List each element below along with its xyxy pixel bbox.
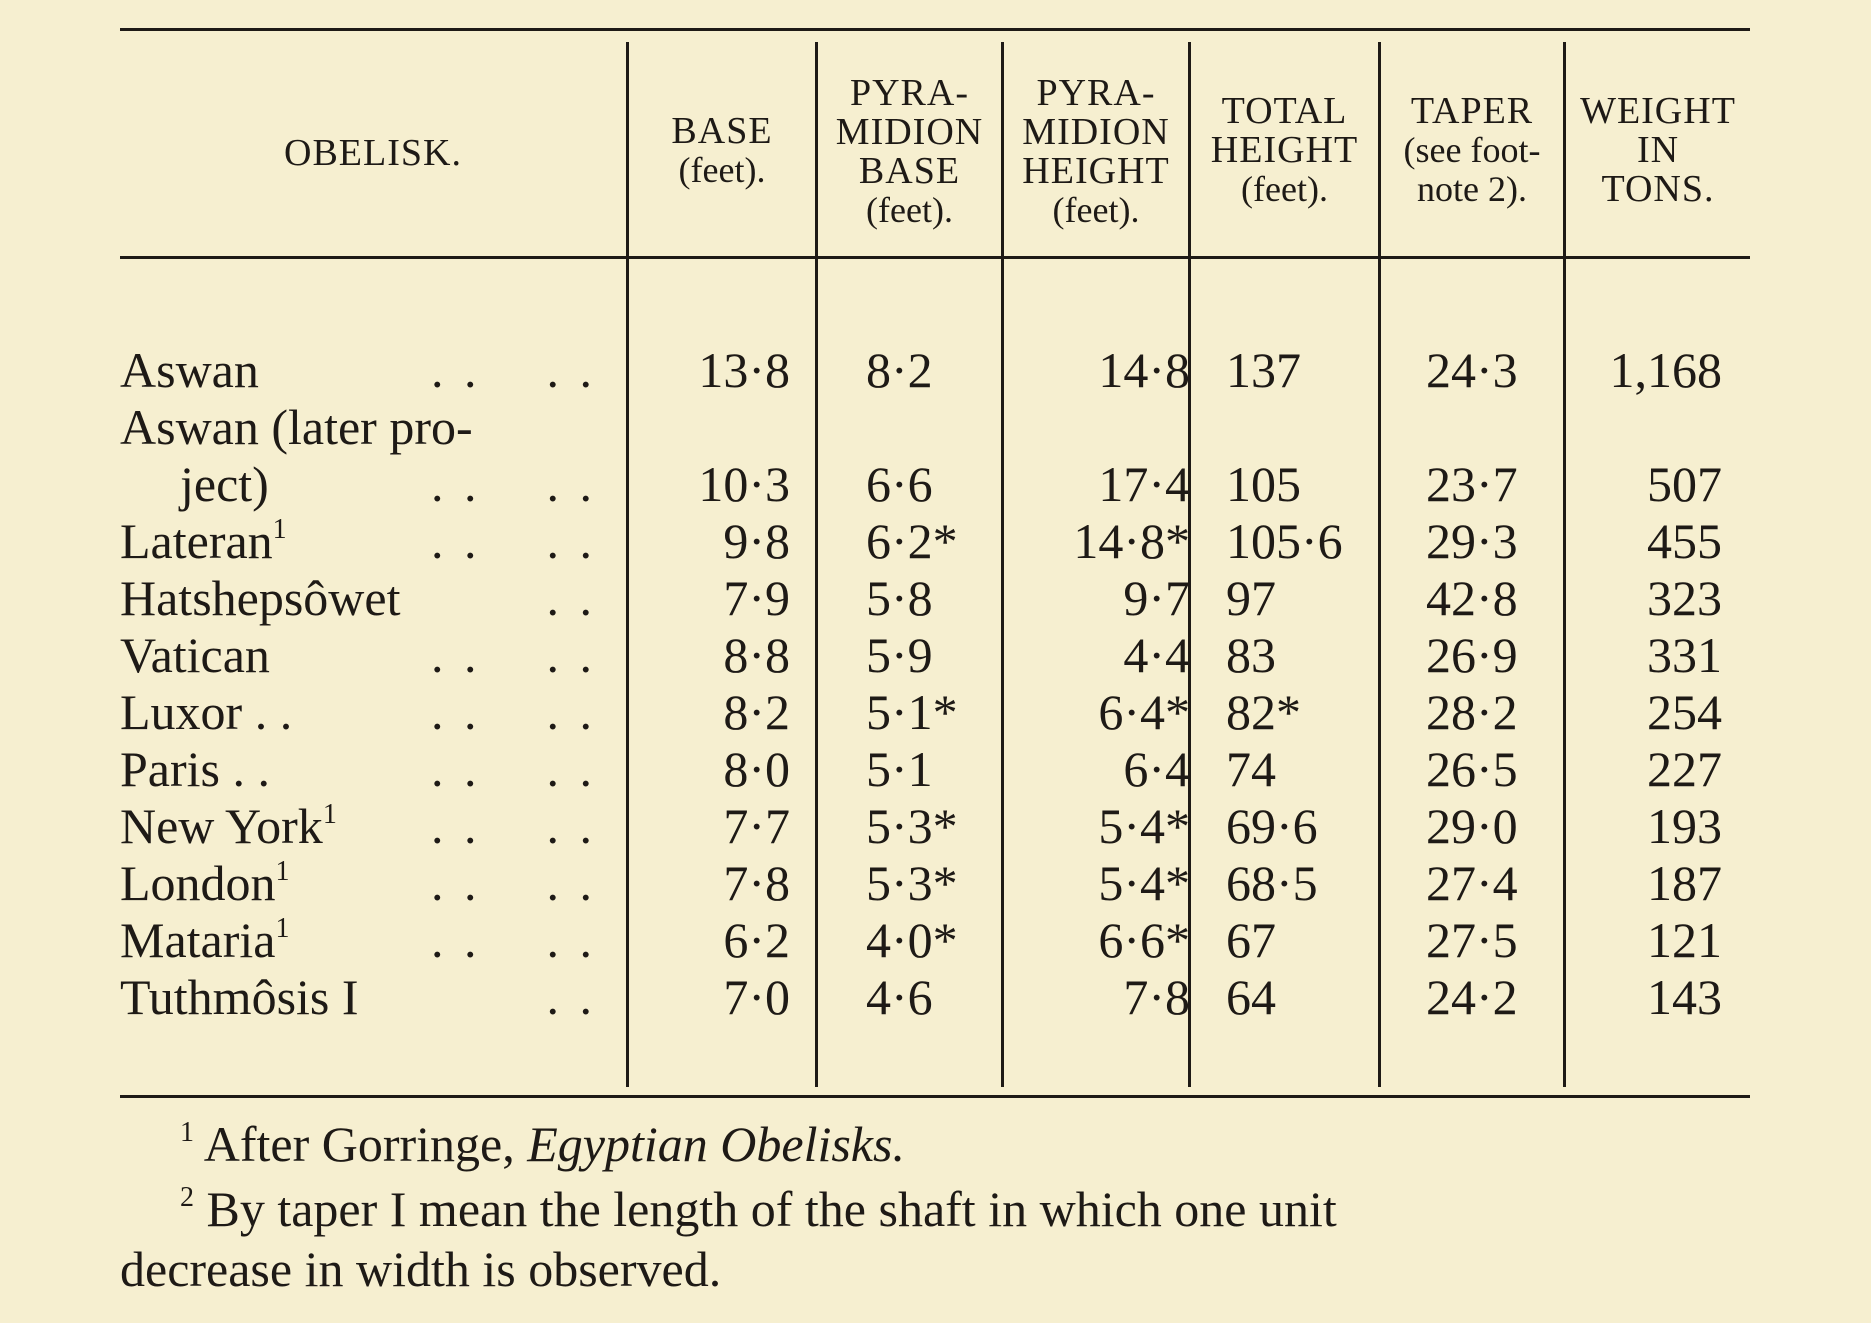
cell-total-height: 105 (1226, 456, 1301, 512)
header-weight-line: WEIGHT (1580, 90, 1736, 132)
cell-pyramidion-height: 14·8 (1098, 342, 1190, 398)
cell-obelisk-name: Lateran$^1$ (120, 513, 287, 569)
cell-weight: 455 (1647, 513, 1722, 569)
header-base-line: (feet). (678, 150, 766, 190)
cell-obelisk-name: Tuthmôsis I (120, 969, 359, 1025)
header-taper-line: (see foot- (1403, 130, 1541, 170)
cell-base: 10·3 (698, 456, 790, 512)
header-base (629, 112, 815, 190)
footnote-2-continuation (120, 1240, 721, 1298)
header-weight (1566, 92, 1750, 209)
footnote-2-mark: 2 (180, 1182, 194, 1213)
leader-dots: . . . . (431, 342, 596, 398)
footnote-ref: 1 (322, 799, 337, 830)
cell-base: 7·0 (723, 969, 790, 1025)
footnote-2-line-2: decrease in width is observed. (120, 1241, 722, 1297)
cell-total-height: 67 (1226, 912, 1276, 968)
footnote-1-mark: 1 (180, 1117, 194, 1148)
cell-taper: 27·5 (1426, 912, 1518, 968)
footnote-ref: 1 (275, 913, 290, 944)
leader-dots: . . . . (431, 912, 596, 968)
cell-pyramidion-base: 5·1 (866, 741, 933, 797)
cell-base: 9·8 (723, 513, 790, 569)
header-pyramidion-height (1004, 74, 1188, 230)
cell-base: 7·9 (723, 570, 790, 626)
cell-obelisk-name: London$^1$ (120, 855, 290, 911)
cell-pyramidion-height: 5·4* (1098, 798, 1190, 854)
header-pyr-height-line: PYRA- (1036, 72, 1156, 114)
cell-base: 13·8 (698, 342, 790, 398)
cell-pyramidion-base: 5·1* (866, 684, 958, 740)
cell-obelisk-name: Luxor . . (120, 684, 293, 740)
header-rule (120, 256, 1750, 259)
header-obelisk-label: OBELISK. (284, 132, 462, 174)
leader-dots: . . . . (431, 855, 596, 911)
cell-pyramidion-base: 4·0* (866, 912, 958, 968)
header-taper-line: note 2). (1417, 169, 1527, 209)
cell-obelisk-name: Vatican (120, 627, 270, 683)
cell-taper: 42·8 (1426, 570, 1518, 626)
cell-obelisk-name: Hatshepsôwet (120, 570, 401, 626)
leader-dots: . . (546, 969, 596, 1025)
cell-total-height: 83 (1226, 627, 1276, 683)
header-base-line: BASE (671, 110, 773, 152)
header-obelisk (120, 134, 626, 173)
header-weight-line: IN (1636, 129, 1680, 171)
cell-pyramidion-base: 6·6 (866, 456, 933, 512)
cell-pyramidion-height: 17·4 (1098, 456, 1190, 512)
cell-pyramidion-height: 6·6* (1098, 912, 1190, 968)
cell-obelisk-name: Aswan (later pro- (120, 399, 473, 455)
cell-weight: 1,168 (1609, 342, 1722, 398)
header-pyr-base-line: PYRA- (849, 72, 970, 114)
cell-weight: 193 (1647, 798, 1722, 854)
cell-base: 8·0 (723, 741, 790, 797)
cell-weight: 187 (1647, 855, 1722, 911)
cell-total-height: 137 (1226, 342, 1301, 398)
header-pyr-base-line: (feet). (866, 190, 953, 230)
cell-weight: 227 (1647, 741, 1722, 797)
leader-dots: . . (546, 570, 596, 626)
cell-base: 7·8 (723, 855, 790, 911)
cell-pyramidion-height: 6·4* (1098, 684, 1190, 740)
cell-total-height: 64 (1226, 969, 1276, 1025)
cell-pyramidion-base: 5·9 (866, 627, 933, 683)
cell-pyramidion-height: 9·7 (1123, 570, 1190, 626)
cell-taper: 23·7 (1426, 456, 1518, 512)
column-divider (626, 42, 629, 1087)
cell-pyramidion-height: 5·4* (1098, 855, 1190, 911)
cell-total-height: 68·5 (1226, 855, 1318, 911)
cell-taper: 27·4 (1426, 855, 1518, 911)
header-total-line: (feet). (1241, 169, 1328, 209)
cell-taper: 29·0 (1426, 798, 1518, 854)
header-taper (1381, 92, 1563, 209)
footnote-ref: 1 (275, 856, 290, 887)
cell-pyramidion-height: 6·4 (1123, 741, 1190, 797)
leader-dots: . . . . (431, 456, 596, 512)
cell-pyramidion-height: 7·8 (1123, 969, 1190, 1025)
leader-dots: . . . . (431, 513, 596, 569)
cell-obelisk-name: New York$^1$ (120, 798, 337, 854)
cell-total-height: 105·6 (1226, 513, 1343, 569)
cell-weight: 121 (1647, 912, 1722, 968)
cell-pyramidion-base: 5·3* (866, 855, 958, 911)
header-pyr-base-line: BASE (858, 150, 961, 192)
cell-weight: 507 (1647, 456, 1722, 512)
top-rule (120, 28, 1750, 31)
bottom-rule (120, 1095, 1750, 1098)
header-pyr-height-line: (feet). (1052, 190, 1140, 230)
footnote-1-title: Egyptian Obelisks. (527, 1116, 905, 1172)
cell-base: 7·7 (723, 798, 790, 854)
cell-weight: 254 (1647, 684, 1722, 740)
cell-obelisk-name: Mataria$^1$ (120, 912, 290, 968)
header-pyramidion-base (818, 74, 1001, 230)
cell-pyramidion-base: 4·6 (866, 969, 933, 1025)
cell-total-height: 74 (1226, 741, 1276, 797)
cell-taper: 24·3 (1426, 342, 1518, 398)
cell-pyramidion-base: 5·8 (866, 570, 933, 626)
leader-dots: . . . . (431, 741, 596, 797)
cell-taper: 24·2 (1426, 969, 1518, 1025)
cell-pyramidion-base: 5·3* (866, 798, 958, 854)
cell-pyramidion-height: 14·8* (1073, 513, 1190, 569)
footnote-2 (180, 1180, 1337, 1238)
footnote-ref: 1 (272, 514, 287, 545)
header-weight-line: TONS. (1601, 168, 1715, 210)
cell-base: 8·2 (723, 684, 790, 740)
header-pyr-height-line: MIDION (1022, 111, 1170, 153)
cell-obelisk-name: Aswan (120, 342, 259, 398)
cell-pyramidion-base: 6·2* (866, 513, 958, 569)
header-total-line: TOTAL (1221, 90, 1348, 132)
cell-taper: 28·2 (1426, 684, 1518, 740)
cell-pyramidion-height: 4·4 (1123, 627, 1190, 683)
cell-base: 8·8 (723, 627, 790, 683)
cell-taper: 26·5 (1426, 741, 1518, 797)
leader-dots: . . . . (431, 627, 596, 683)
cell-base: 6·2 (723, 912, 790, 968)
header-total-height (1191, 92, 1378, 209)
cell-pyramidion-base: 8·2 (866, 342, 933, 398)
footnote-1 (180, 1115, 905, 1173)
header-taper-line: TAPER (1410, 90, 1534, 132)
leader-dots: . . . . (431, 798, 596, 854)
cell-weight: 143 (1647, 969, 1722, 1025)
cell-obelisk-name: Paris . . (120, 741, 270, 797)
cell-total-height: 82* (1226, 684, 1301, 740)
cell-obelisk-name: ject) (180, 456, 269, 512)
cell-taper: 29·3 (1426, 513, 1518, 569)
header-pyr-base-line: MIDION (835, 111, 984, 153)
cell-total-height: 97 (1226, 570, 1276, 626)
leader-dots: . . . . (431, 684, 596, 740)
header-total-line: HEIGHT (1210, 129, 1359, 171)
footnote-1-text: After Gorringe, (203, 1116, 515, 1172)
cell-weight: 323 (1647, 570, 1722, 626)
cell-taper: 26·9 (1426, 627, 1518, 683)
cell-weight: 331 (1647, 627, 1722, 683)
footnote-2-line-1: By taper I mean the length of the shaft in which one unit (206, 1181, 1337, 1237)
header-pyr-height-line: HEIGHT (1022, 150, 1170, 192)
cell-total-height: 69·6 (1226, 798, 1318, 854)
